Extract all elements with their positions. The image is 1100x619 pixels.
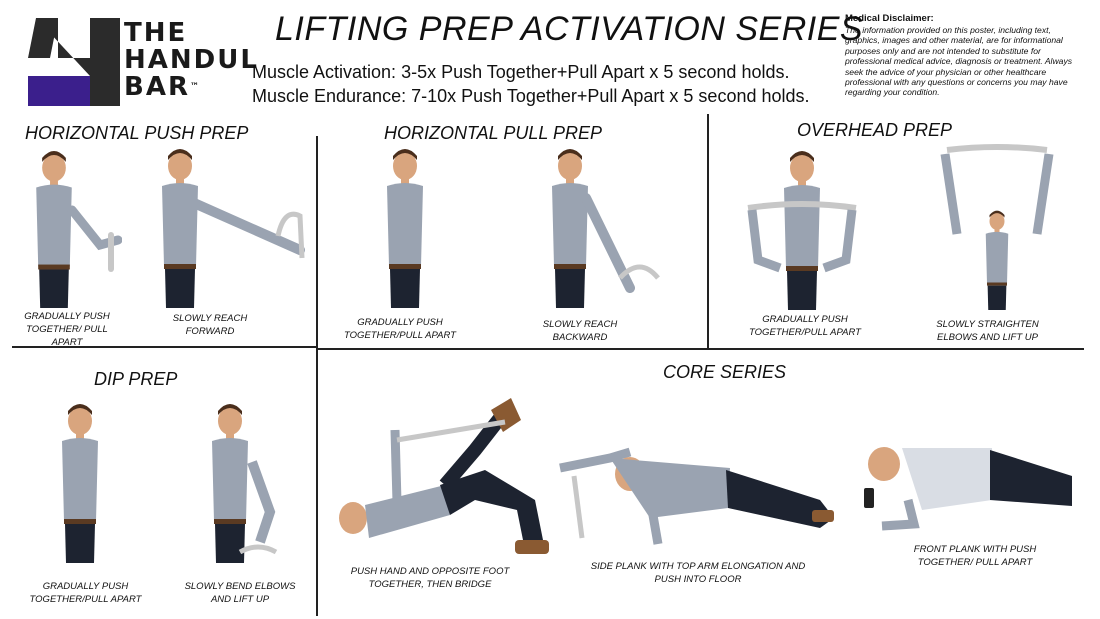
figure-overhead-2 (935, 144, 1060, 312)
caption-pull-2: SLOWLY REACH BACKWARD (542, 319, 618, 343)
figure-pull-2 (540, 148, 665, 310)
logo-line-1: THE (124, 18, 188, 48)
figure-overhead-1 (740, 150, 865, 310)
section-title-core: CORE SERIES (663, 362, 787, 382)
caption-core-bridge: PUSH HAND AND OPPOSITE FOOT TOGETHER, THEN BRIDGE (350, 566, 510, 590)
caption-core-side-plank: SIDE PLANK WITH TOP ARM ELONGATION AND PUSH INTO FLOOR (590, 561, 806, 585)
caption-overhead-2: SLOWLY STRAIGHTEN ELBOWS AND LIFT UP (936, 319, 1039, 343)
caption-push-1: GRADUALLY PUSH TOGETHER/ PULL APART (24, 311, 110, 348)
brand-logo-text (124, 20, 259, 101)
instruction-activation: Muscle Activation: 3-5x Push Together+Pull Apart x 5 second holds. (252, 62, 790, 82)
instruction-endurance: Muscle Endurance: 7-10x Push Together+Pull Apart x 5 second holds. (252, 86, 810, 106)
section-title-horizontal-push: HORIZONTAL PUSH PREP (25, 123, 249, 143)
caption-overhead-1: GRADUALLY PUSH TOGETHER/PULL APART (749, 314, 861, 338)
figure-core-bridge (335, 390, 565, 562)
divider-vertical-right (707, 114, 709, 348)
figure-core-side-plank (550, 438, 850, 563)
figure-push-1 (22, 150, 122, 308)
brand-logo-mark (28, 18, 120, 106)
figure-push-2 (150, 148, 315, 308)
section-title-horizontal-pull: HORIZONTAL PULL PREP (384, 123, 603, 143)
caption-dip-2: SLOWLY BEND ELBOWS AND LIFT UP (184, 581, 296, 605)
logo-line-2: HANDUL (124, 45, 259, 75)
divider-vertical-left (316, 136, 318, 616)
disclaimer-text: The information provided on this poster, including text, graphics, images and other material, are for informational purposes only and are not intended to substitute for professional medical advice, diagnosis or treatment. Always seek the advice of your physician or other healthcare professional with any questions or concerns you may have regarding your condition. (845, 25, 1073, 98)
trademark: ™ (189, 82, 201, 92)
figure-pull-1 (375, 148, 435, 308)
page-title: LIFTING PREP ACTIVATION SERIES (275, 10, 864, 48)
figure-dip-2 (200, 392, 300, 577)
caption-dip-1: GRADUALLY PUSH TOGETHER/PULL APART (29, 581, 142, 605)
figure-core-front-plank (862, 440, 1077, 535)
caption-push-2: SLOWLY REACH FORWARD (172, 313, 248, 337)
logo-line-3: BAR™ (124, 72, 201, 102)
figure-dip-1 (50, 392, 110, 577)
divider-right-horizontal (317, 348, 1084, 350)
caption-core-front-plank: FRONT PLANK WITH PUSH TOGETHER/ PULL APART (913, 544, 1037, 568)
section-title-overhead: OVERHEAD PREP (797, 120, 953, 140)
disclaimer-title: Medical Disclaimer: (845, 13, 934, 24)
caption-pull-1: GRADUALLY PUSH TOGETHER/PULL APART (344, 317, 456, 341)
section-title-dip: DIP PREP (94, 369, 178, 389)
